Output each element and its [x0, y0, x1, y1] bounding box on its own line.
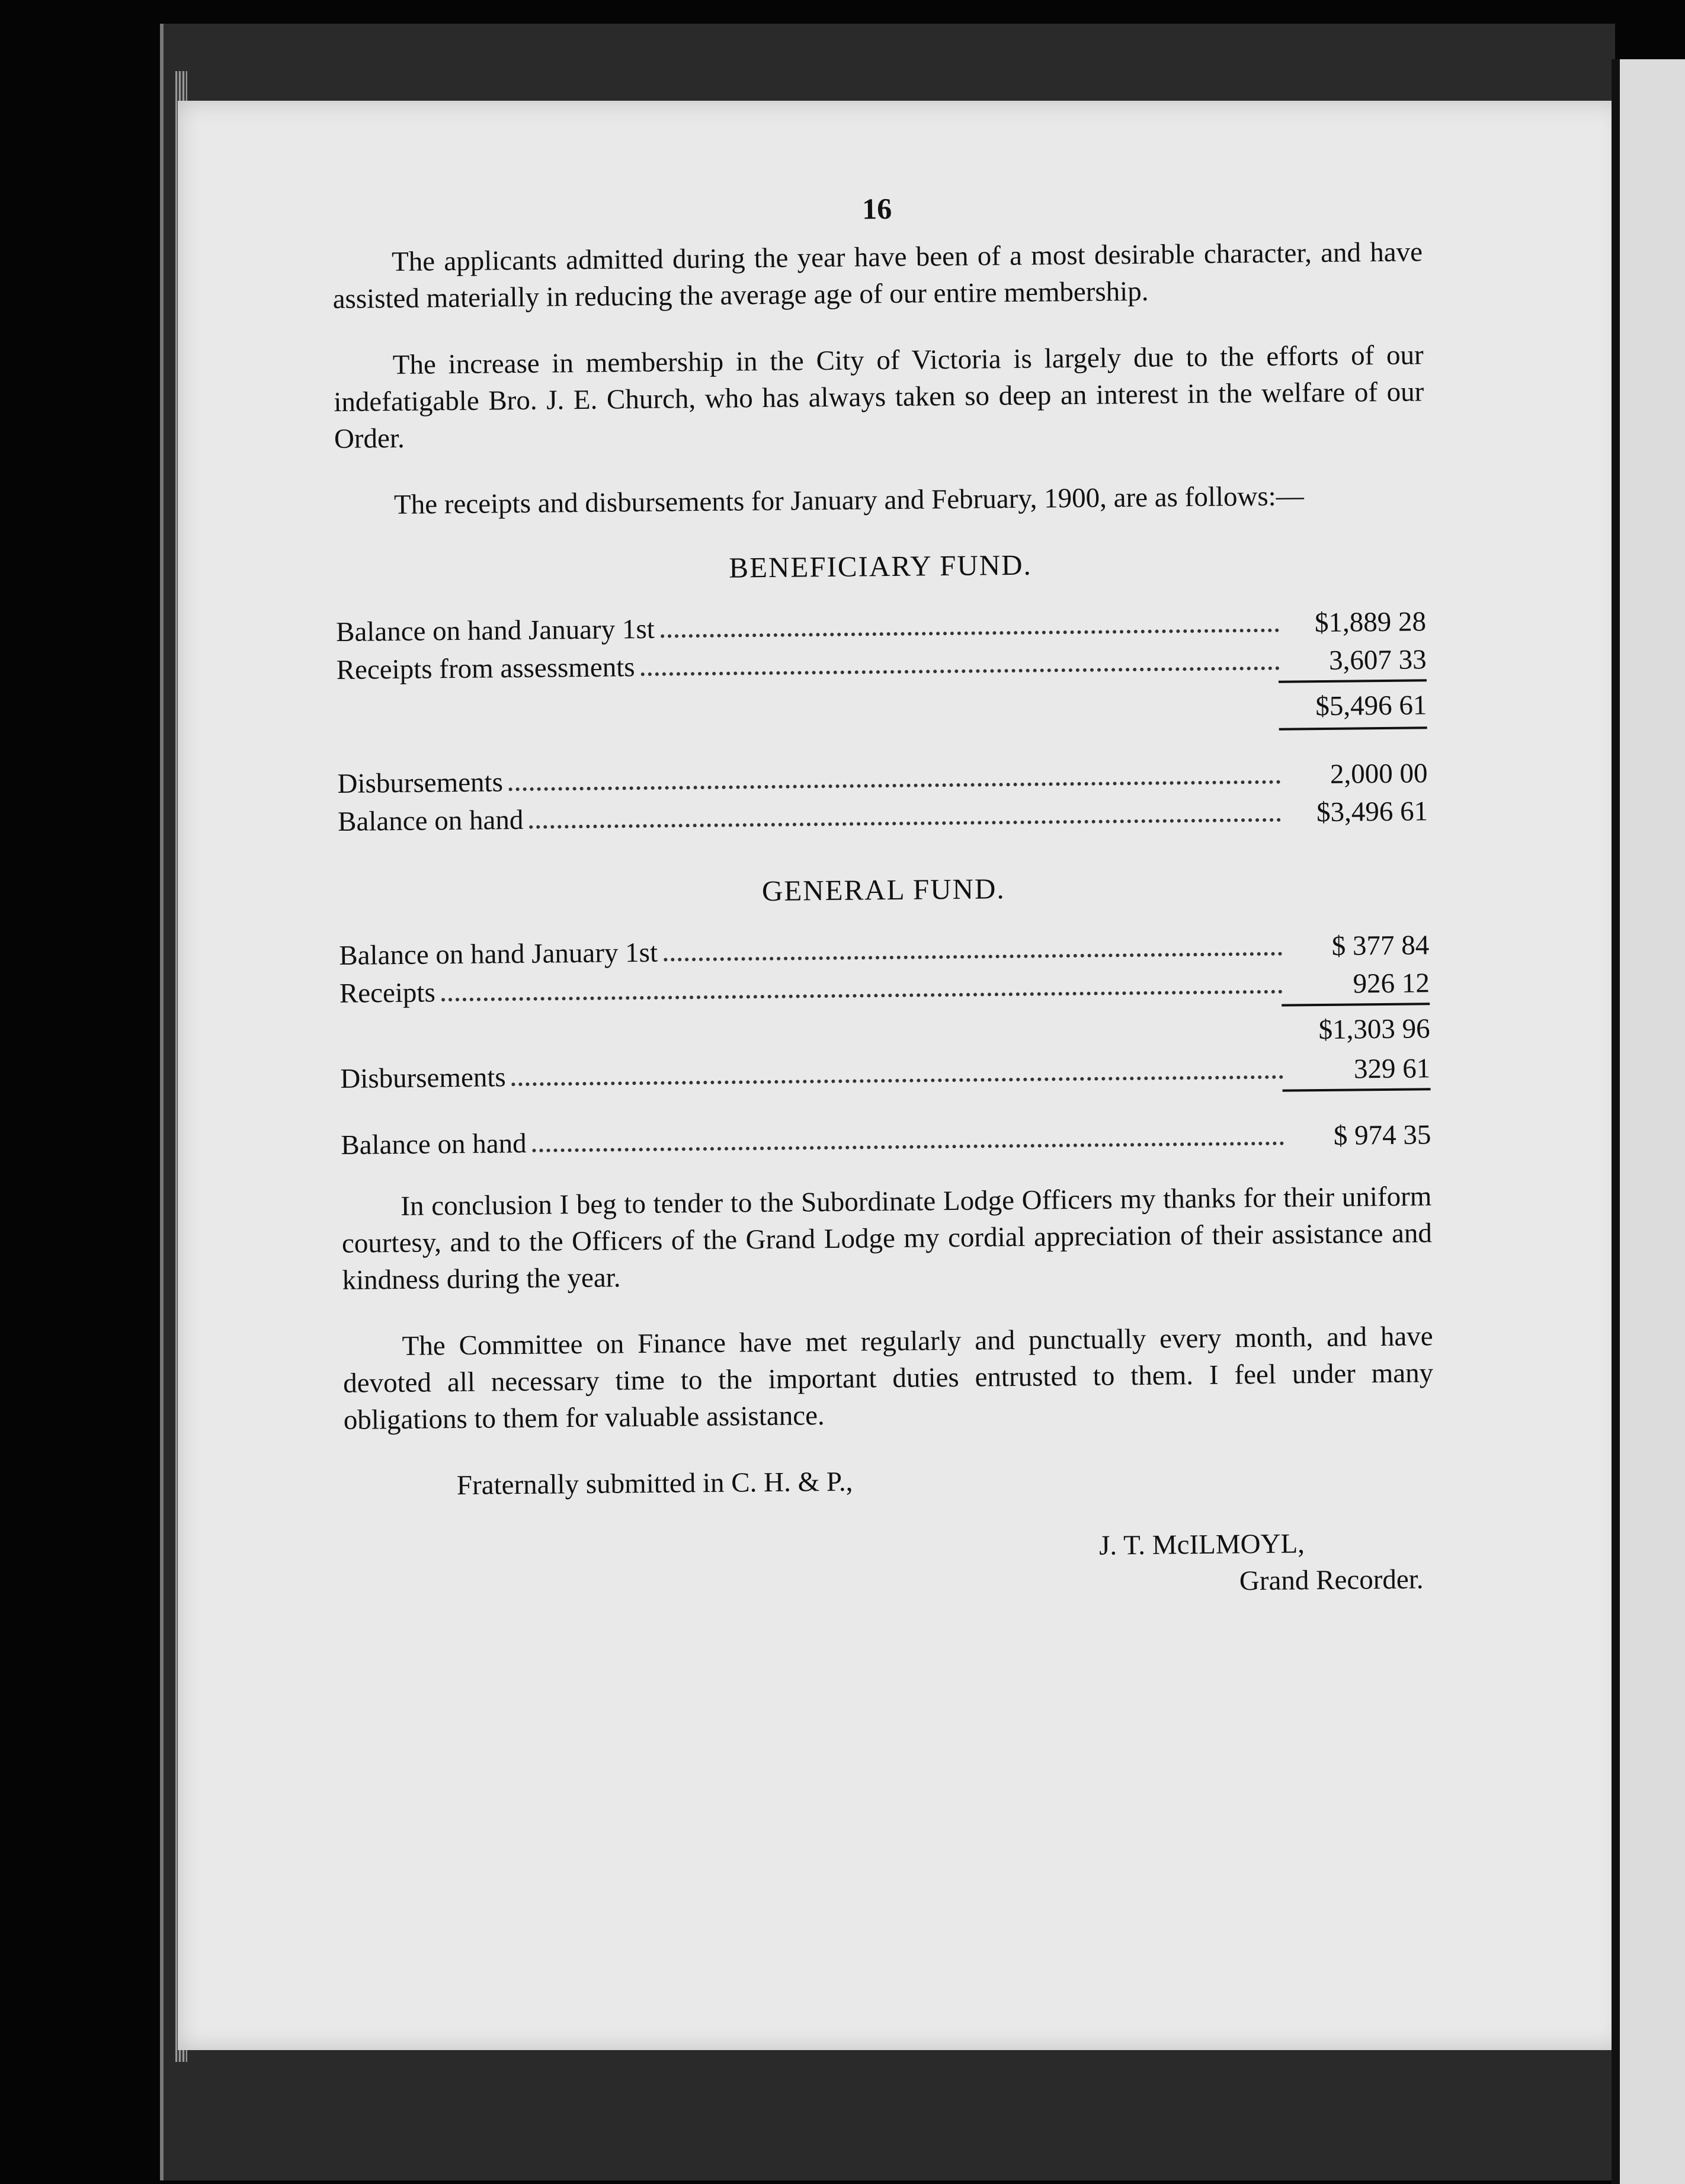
paragraph-receipts-intro: The receipts and disbursements for January and February, 1900, are as follows:—	[393, 481, 1304, 521]
ledger-label: Balance on hand	[337, 804, 524, 837]
ledger-amount: 3,607 33	[1328, 644, 1427, 676]
ledger-label: Receipts	[339, 977, 436, 1009]
paragraph-conclusion: In conclusion I beg to tender to the Subordinate Lodge Officers my thanks for their uniform courtesy, and to the Officers of the Grand Lodge my cordial appreciation of their assistance and kindness during the year.	[341, 1181, 1433, 1296]
dot-leader	[441, 990, 1283, 1002]
paragraph-victoria: The increase in membership in the City of Victoria is largely due to the efforts of our indefatigable Bro. J. E. Church, who has always taken so deep an interest in the welfare of our Order.	[334, 340, 1424, 454]
signature-title: Grand Recorder.	[1239, 1564, 1424, 1597]
paragraph-finance-committee: The Committee on Finance have met regularly and punctually every month, and have devoted all necessary time to the important duties entrusted to them. I feel under many obligations to them for valuable assistance.	[342, 1321, 1434, 1436]
facing-page-edge	[1612, 59, 1685, 2184]
ledger-label: Receipts from assessments	[336, 652, 635, 686]
ledger-label: Disbursements	[337, 767, 504, 799]
ledger-label: Balance on hand January 1st	[339, 937, 658, 971]
ledger-amount: 926 12	[1353, 968, 1430, 1000]
ledger-total-amount: $1,303 96	[1318, 1013, 1430, 1046]
ledger-label: Balance on hand	[341, 1128, 527, 1161]
ledger-amount: $1,889 28	[1314, 606, 1427, 639]
ledger-amount: 2,000 00	[1330, 758, 1428, 790]
signature-name: J. T. McILMOYL,	[1098, 1528, 1305, 1561]
general-fund-ledger	[339, 927, 1431, 1165]
beneficiary-fund-heading: BENEFICIARY FUND.	[729, 548, 1032, 584]
general-fund-heading: GENERAL FUND.	[761, 872, 1005, 908]
ledger-label: Balance on hand January 1st	[335, 613, 655, 648]
dot-leader	[533, 1142, 1284, 1152]
ledger-label: Disbursements	[340, 1062, 506, 1094]
dot-leader	[509, 780, 1281, 792]
dot-leader	[512, 1075, 1284, 1087]
dot-leader	[641, 667, 1280, 676]
page-content	[332, 185, 1436, 1608]
ledger-amount: $3,496 61	[1316, 796, 1428, 828]
ledger-total-amount: $5,496 61	[1315, 690, 1427, 722]
dot-leader	[529, 818, 1281, 829]
paragraph-applicants: The applicants admitted during the year have been of a most desirable character, and have assisted materially in reducing the average age of our entire membership.	[332, 236, 1423, 315]
ledger-amount: 329 61	[1353, 1053, 1431, 1085]
ledger-amount: $ 974 35	[1333, 1119, 1431, 1151]
beneficiary-fund-ledger	[336, 603, 1428, 841]
sign-off: Fraternally submitted in C. H. & P.,	[456, 1466, 853, 1501]
dot-leader	[661, 629, 1279, 638]
page-number: 16	[861, 191, 892, 226]
ledger-amount: $ 377 84	[1331, 930, 1430, 962]
dot-leader	[664, 952, 1282, 962]
